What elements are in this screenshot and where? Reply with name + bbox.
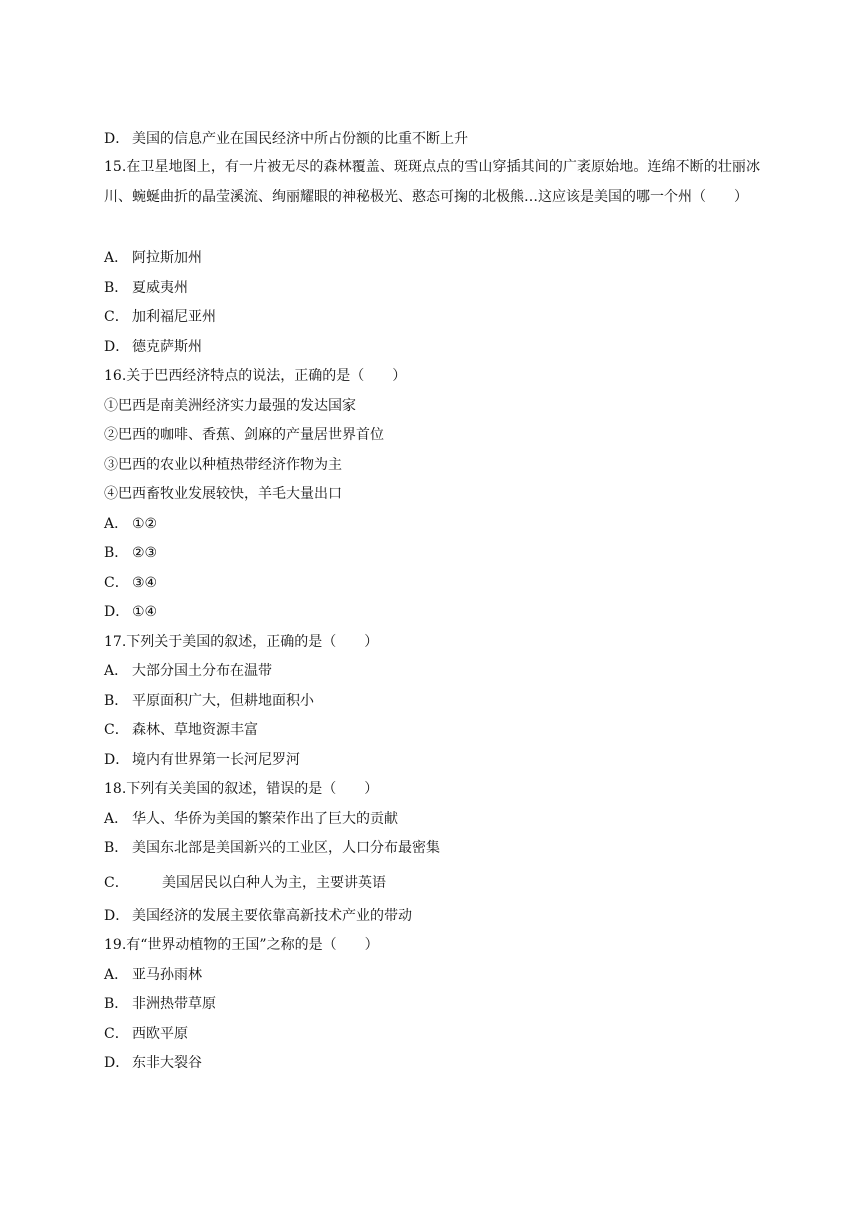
q17-option-d [104, 750, 760, 770]
q15-option-b [104, 278, 760, 298]
option-letter: C． [104, 875, 129, 891]
q19-stem: 19.有“世界动植物的王国”之称的是（ ） [104, 937, 379, 953]
option-text: 东非大裂谷 [132, 1055, 202, 1071]
q16-stem: 16.关于巴西经济特点的说法，正确的是（ ） [104, 368, 407, 384]
option-letter: D． [104, 1055, 130, 1071]
q19-option-c [104, 1024, 760, 1044]
option-letter: D． [104, 339, 130, 355]
q17-option-c [104, 720, 760, 740]
option-text: 非洲热带草原 [132, 996, 216, 1012]
option-text: 美国的信息产业在国民经济中所占份额的比重不断上升 [132, 131, 468, 147]
q15-option-d [104, 337, 760, 357]
q18-stem: 18.下列有关美国的叙述，错误的是（ ） [104, 781, 379, 797]
q14-option-d [104, 129, 760, 149]
q16-statement-1: ①巴西是南美洲经济实力最强的发达国家 [104, 398, 356, 414]
option-text: 华人、华侨为美国的繁荣作出了巨大的贡献 [132, 811, 398, 827]
option-text: 夏威夷州 [132, 280, 188, 296]
option-text: ①② [132, 516, 158, 532]
option-letter: B． [104, 280, 129, 296]
option-text: 平原面积广大，但耕地面积小 [132, 693, 314, 709]
option-text: ①④ [132, 604, 158, 620]
q19-option-d [104, 1053, 760, 1073]
option-text: ③④ [132, 575, 158, 591]
option-letter: B． [104, 996, 129, 1012]
q17-option-a [104, 661, 760, 681]
q16-option-a [104, 514, 760, 534]
q16-statement-3: ③巴西的农业以种植热带经济作物为主 [104, 457, 342, 473]
option-text: 阿拉斯加州 [132, 250, 202, 266]
option-letter: D． [104, 131, 130, 147]
option-letter: A． [104, 516, 129, 532]
option-letter: A． [104, 811, 129, 827]
q18-option-d [104, 906, 760, 926]
option-letter: C． [104, 575, 129, 591]
option-text: ②③ [132, 545, 158, 561]
option-letter: A． [104, 967, 129, 983]
option-letter: C． [104, 1026, 129, 1042]
option-letter: D． [104, 908, 130, 924]
q16-option-b [104, 543, 760, 563]
q17-option-b [104, 691, 760, 711]
q19-option-a [104, 965, 760, 985]
option-text: 德克萨斯州 [132, 339, 202, 355]
option-text: 亚马孙雨林 [132, 967, 202, 983]
option-text: 美国居民以白种人为主，主要讲英语 [162, 875, 386, 891]
q15-stem: 15.在卫星地图上，有一片被无尽的森林覆盖、斑斑点点的雪山穿插其间的广袤原始地。连绵不断的壮丽冰川、蜿蜒曲折的晶莹溪流、绚丽耀眼的神秘极光、憨态可掬的北极熊…这应该是美国的哪一个州（ ） [104, 159, 760, 205]
q19-option-b [104, 994, 760, 1014]
option-text: 境内有世界第一长河尼罗河 [132, 752, 300, 768]
q18-option-c [104, 873, 760, 893]
option-letter: B． [104, 693, 129, 709]
option-letter: C． [104, 309, 129, 325]
option-text: 森林、草地资源丰富 [132, 722, 258, 738]
option-letter: C． [104, 722, 129, 738]
option-letter: B． [104, 545, 129, 561]
option-letter: D． [104, 604, 130, 620]
q16-option-c [104, 573, 760, 593]
option-letter: A． [104, 250, 129, 266]
option-text: 西欧平原 [132, 1026, 188, 1042]
q16-option-d [104, 602, 760, 622]
option-text: 美国东北部是美国新兴的工业区，人口分布最密集 [132, 840, 440, 856]
q16-statement-2: ②巴西的咖啡、香蕉、剑麻的产量居世界首位 [104, 427, 384, 443]
option-letter: D． [104, 752, 130, 768]
q15-option-c [104, 307, 760, 327]
q17-stem: 17.下列关于美国的叙述，正确的是（ ） [104, 634, 379, 650]
option-text: 加利福尼亚州 [132, 309, 216, 325]
option-letter: A． [104, 663, 129, 679]
option-text: 大部分国土分布在温带 [132, 663, 272, 679]
q18-option-a [104, 809, 760, 829]
q16-statement-4: ④巴西畜牧业发展较快，羊毛大量出口 [104, 486, 342, 502]
q18-option-b [104, 838, 760, 858]
q15-option-a [104, 248, 760, 268]
option-letter: B． [104, 840, 129, 856]
option-text: 美国经济的发展主要依靠高新技术产业的带动 [132, 908, 412, 924]
